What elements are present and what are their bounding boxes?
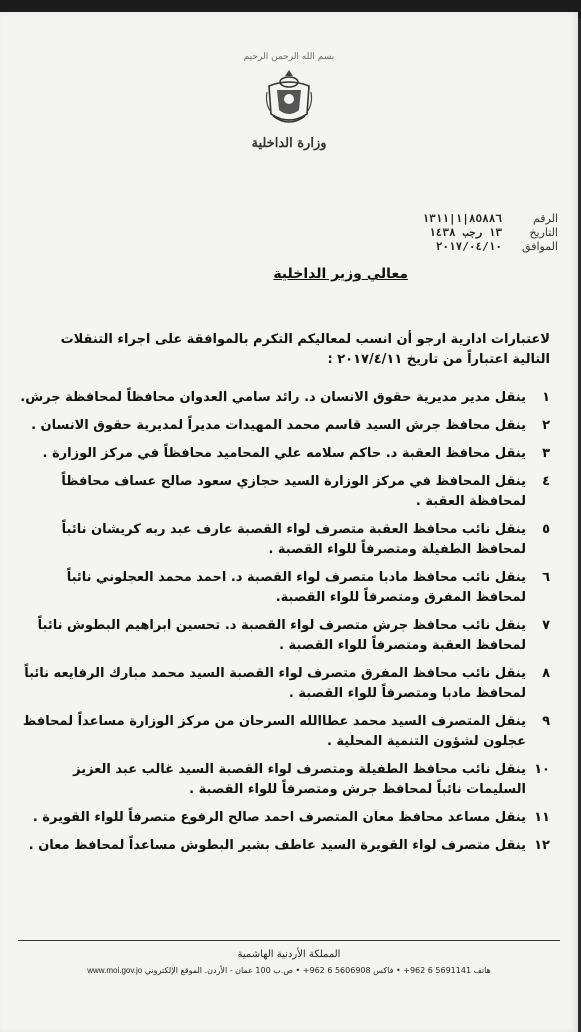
country-name: المملكة الأردنية الهاشمية bbox=[237, 949, 341, 960]
item-number: ٧ bbox=[542, 618, 550, 633]
reference-block bbox=[298, 212, 558, 254]
addressee: معالي وزير الداخلية bbox=[273, 266, 408, 282]
website-link[interactable]: www.moi.gov.jo bbox=[87, 966, 143, 975]
item-text: ينقل نائب محافظ الطفيلة ومتصرف لواء القصبة السيد غالب عبد العزيز السليمات نائباً لمحافظ جرش ومتصرفاً للواء القصبة . bbox=[73, 762, 526, 797]
list-item bbox=[20, 712, 550, 752]
item-text: ينقل محافظ جرش السيد قاسم محمد المهيدات مديراً لمديرية حقوق الانسان . bbox=[31, 418, 526, 433]
letter-footer bbox=[18, 940, 560, 975]
list-item bbox=[20, 836, 550, 856]
list-item bbox=[20, 760, 550, 800]
list-item bbox=[20, 444, 550, 464]
item-number: ٢ bbox=[542, 418, 550, 433]
item-number: ٤ bbox=[542, 474, 550, 489]
item-text: ينقل نائب محافظ العقبة متصرف لواء القصبة عارف عبد ربه كريشان نائباً لمحافظ الطفيلة ومتصرفاً للواء القصبة . bbox=[61, 522, 526, 557]
letter-page bbox=[0, 12, 578, 1032]
item-number: ١٢ bbox=[534, 838, 550, 853]
basmala-motto: بسم الله الرحمن الرحيم bbox=[243, 52, 335, 62]
item-number: ١١ bbox=[534, 810, 550, 825]
item-number: ٣ bbox=[542, 446, 550, 461]
hijri-date-row bbox=[298, 226, 558, 240]
contact-line bbox=[18, 966, 560, 975]
item-text: ينقل نائب محافظ مادبا متصرف لواء القصبة د. احمد محمد العجلوني نائباً لمحافظ المفرق ومتصرفاً للواء القصبة. bbox=[66, 570, 526, 605]
greg-label: الموافق bbox=[522, 240, 558, 253]
gregorian-date-row bbox=[298, 240, 558, 254]
item-text: ينقل محافظ العقبة د. حاكم سلامه علي المحاميد محافظاً في مركز الوزارة . bbox=[42, 446, 526, 461]
item-number: ٦ bbox=[542, 570, 550, 585]
item-number: ٩ bbox=[542, 714, 550, 729]
list-item bbox=[20, 664, 550, 704]
list-item bbox=[20, 472, 550, 512]
item-text: ينقل المحافظ في مركز الوزارة السيد حجازي سعود صالح عساف محافظاً لمحافظة العقبة . bbox=[61, 474, 526, 509]
item-text: ينقل مساعد محافظ معان المتصرف احمد صالح الرفوع متصرفاً للواء القويرة . bbox=[32, 810, 526, 825]
list-item bbox=[20, 808, 550, 828]
list-item bbox=[20, 416, 550, 436]
greg-value: ٢٠١٧/٠٤/١٠ bbox=[435, 240, 502, 253]
item-text: ينقل المتصرف السيد محمد عطاالله السرحان من مركز الوزارة مساعداً لمحافظ عجلون لشؤون التنمية المحلية . bbox=[22, 714, 526, 749]
list-item bbox=[20, 616, 550, 656]
item-number: ١٠ bbox=[534, 762, 550, 777]
transfer-list bbox=[20, 388, 550, 856]
date-value: ١٣ رجب ١٤٣٨ bbox=[429, 226, 502, 239]
ref-row bbox=[298, 212, 558, 226]
date-label: التاريخ bbox=[529, 226, 558, 239]
item-number: ٥ bbox=[542, 522, 550, 537]
item-text: ينقل نائب محافظ جرش متصرف لواء القصبة د. تحسين ابراهيم البطوش نائباً لمحافظ العقبة ومتصرفاً للواء القصبة . bbox=[37, 618, 526, 653]
ref-value: ٨٥٨٨٦|١|١٣١١ bbox=[422, 212, 502, 225]
ministry-name: وزارة الداخلية bbox=[251, 136, 327, 151]
list-item bbox=[20, 520, 550, 560]
item-text: ينقل مدير مديرية حقوق الانسان د. رائد سامي العدوان محافظاً لمحافظة جرش. bbox=[20, 390, 526, 405]
coat-of-arms-icon bbox=[263, 68, 315, 130]
item-text: ينقل متصرف لواء القويرة السيد عاطف بشير البطوش مساعداً لمحافظ معان . bbox=[28, 838, 526, 853]
item-number: ٨ bbox=[542, 666, 550, 681]
letterhead bbox=[0, 52, 578, 151]
ref-label: الرقم bbox=[532, 212, 558, 225]
list-item bbox=[20, 568, 550, 608]
contact-details: هاتف 5691141 6 962+ • فاكس 5606908 6 962+ • ص.ب 100 عمان - الأردن. الموقع الإلكتروني bbox=[144, 966, 491, 975]
intro-paragraph: لاعتبارات ادارية ارجو أن انسب لمعاليكم التكرم بالموافقة على اجراء التنقلات التالية اعتباراً من تاريخ ٢٠١٧/٤/١١ : bbox=[60, 332, 550, 367]
letter-body bbox=[20, 330, 550, 864]
list-item bbox=[20, 388, 550, 408]
item-number: ١ bbox=[542, 390, 550, 405]
item-text: ينقل نائب محافظ المفرق متصرف لواء القصبة السيد محمد مبارك الرفايعه نائباً لمحافظ مادبا ومتصرفاً للواء القصبة . bbox=[24, 666, 526, 701]
